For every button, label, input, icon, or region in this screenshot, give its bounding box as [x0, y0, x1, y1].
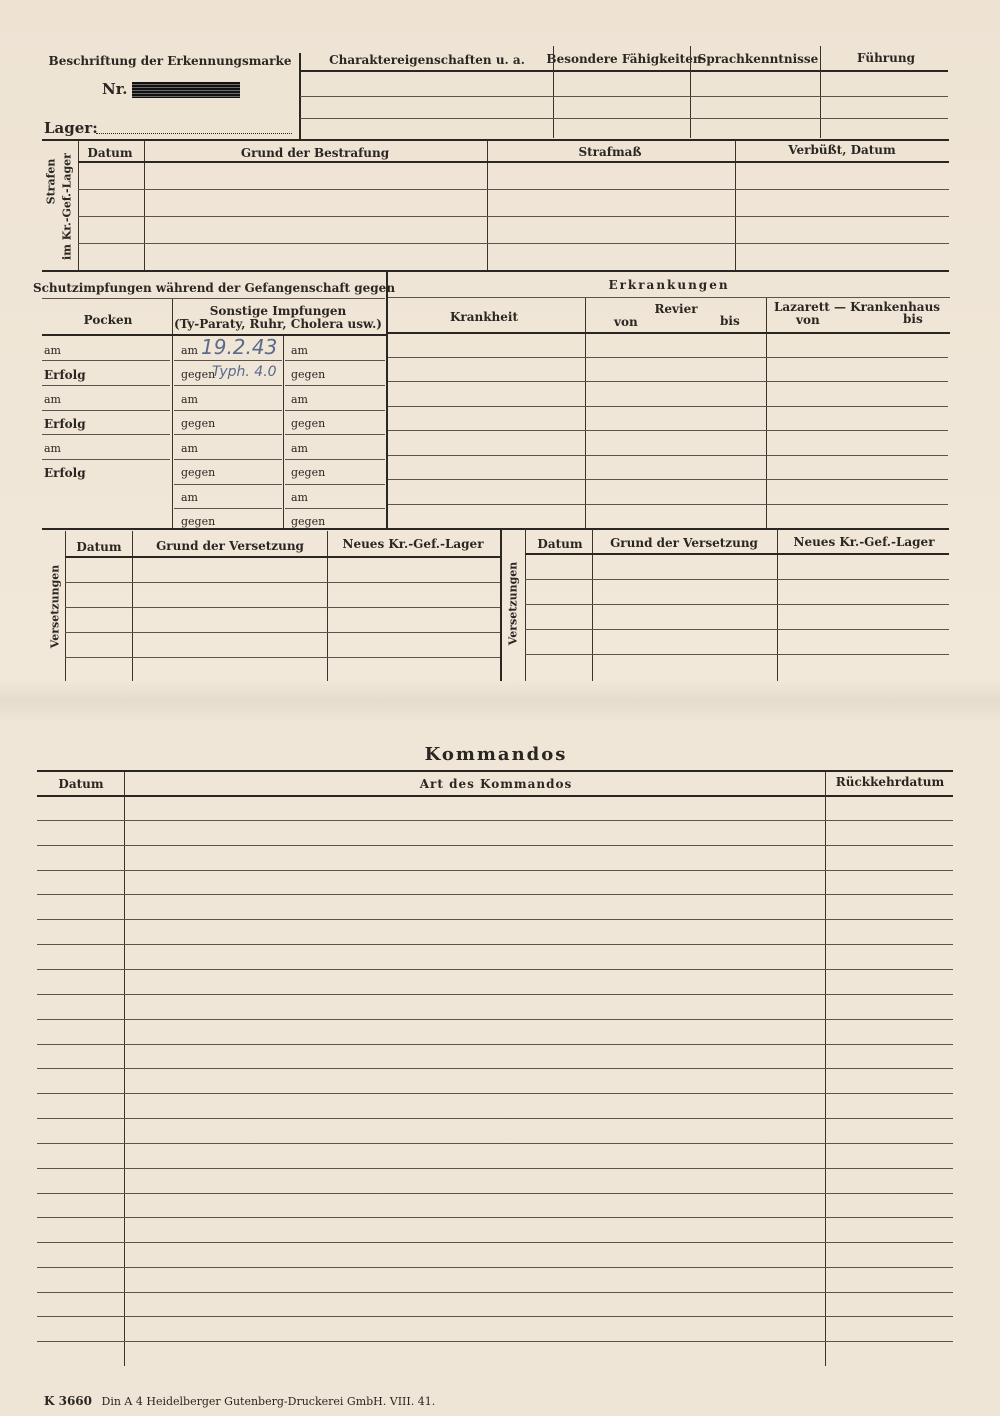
sonstige2-row-7: am	[291, 491, 308, 504]
sonstige-row-6: gegen	[181, 466, 216, 479]
sonstige-row-1: am	[181, 344, 198, 357]
strafen-datum: Datum	[87, 146, 133, 160]
versetzungen-side-label-right: Versetzungen	[506, 561, 520, 646]
sonstige-row-5: am	[181, 442, 198, 455]
sonstige2-row-1: am	[291, 344, 308, 357]
strafen-grund: Grund der Bestrafung	[240, 146, 390, 160]
strafen-verbuesst: Verbüßt, Datum	[788, 143, 896, 157]
versetzungen-neues-left: Neues Kr.-Gef.-Lager	[342, 537, 484, 551]
header-faehigkeiten: Besondere Fähigkeiten	[546, 52, 702, 66]
sonstige-header-1: Sonstige Impfungen	[209, 304, 347, 318]
impfungen-title: Schutzimpfungen während der Gefangenschaft gegen	[32, 281, 396, 295]
sonstige-row-2: gegen	[181, 368, 216, 381]
sonstige-row-4: gegen	[181, 417, 216, 430]
kommandos-title: Kommandos	[424, 744, 568, 765]
footer-code: K 3660	[44, 1394, 93, 1408]
sonstige2-row-5: am	[291, 442, 308, 455]
footer-text: Din A 4 Heidelberger Gutenberg-Druckerei GmbH. VIII. 41.	[101, 1395, 436, 1408]
versetzungen-grund-right: Grund der Versetzung	[610, 536, 758, 550]
erkrankungen-title: Erkrankungen	[608, 278, 730, 292]
revier-von: von	[614, 315, 638, 329]
header-fuehrung: Führung	[857, 51, 915, 65]
lazarett-header: Lazarett — Krankenhaus	[773, 300, 941, 314]
sonstige-row-7: am	[181, 491, 198, 504]
erkennungsmarke-label: Beschriftung der Erkennungsmarke	[48, 54, 292, 68]
redacted-number	[132, 82, 240, 98]
sonstige2-row-6: gegen	[291, 466, 326, 479]
nr-label: Nr.	[102, 80, 128, 98]
kommandos-rueckkehr: Rückkehrdatum	[835, 775, 945, 789]
lager-label: Lager:	[44, 119, 98, 137]
versetzungen-grund-left: Grund der Versetzung	[156, 539, 304, 553]
pocken-row-4: Erfolg	[44, 417, 86, 431]
krankheit-header: Krankheit	[449, 310, 519, 324]
kommandos-datum: Datum	[58, 777, 104, 791]
sonstige2-row-2: gegen	[291, 368, 326, 381]
revier-bis: bis	[720, 314, 740, 328]
sonstige2-row-3: am	[291, 393, 308, 406]
kommandos-art: Art des Kommandos	[419, 777, 573, 791]
pocken-row-5: am	[44, 442, 61, 455]
header-charakter: Charaktereigenschaften u. a.	[329, 53, 525, 67]
sonstige-row-8: gegen	[181, 515, 216, 528]
pocken-row-6: Erfolg	[44, 466, 86, 480]
strafen-side-label-1: Strafen	[44, 158, 58, 205]
handwritten-gegen: Typh. 4.0	[212, 364, 277, 380]
revier-header: Revier	[654, 302, 698, 316]
header-sprachen: Sprachkenntnisse	[697, 52, 819, 66]
handwritten-date: 19.2.43	[201, 335, 278, 359]
pocken-row-2: Erfolg	[44, 368, 86, 382]
pocken-row-3: am	[44, 393, 61, 406]
sonstige2-row-4: gegen	[291, 417, 326, 430]
sonstige-header-2: (Ty-Paraty, Ruhr, Cholera usw.)	[174, 317, 382, 331]
sonstige2-row-8: gegen	[291, 515, 326, 528]
footer-line	[44, 1394, 435, 1408]
versetzungen-datum-right: Datum	[537, 537, 583, 551]
versetzungen-side-label-left: Versetzungen	[48, 564, 62, 649]
lazarett-von: von	[796, 313, 820, 327]
sonstige-row-3: am	[181, 393, 198, 406]
lager-line	[96, 133, 292, 134]
strafen-strafmass: Strafmaß	[578, 145, 642, 159]
versetzungen-neues-right: Neues Kr.-Gef.-Lager	[793, 535, 935, 549]
pocken-header: Pocken	[83, 313, 133, 327]
pocken-row-1: am	[44, 344, 61, 357]
lazarett-bis: bis	[903, 312, 923, 326]
strafen-side-label-2: im Kr.-Gef.-Lager	[60, 153, 74, 260]
versetzungen-datum-left: Datum	[76, 540, 122, 554]
